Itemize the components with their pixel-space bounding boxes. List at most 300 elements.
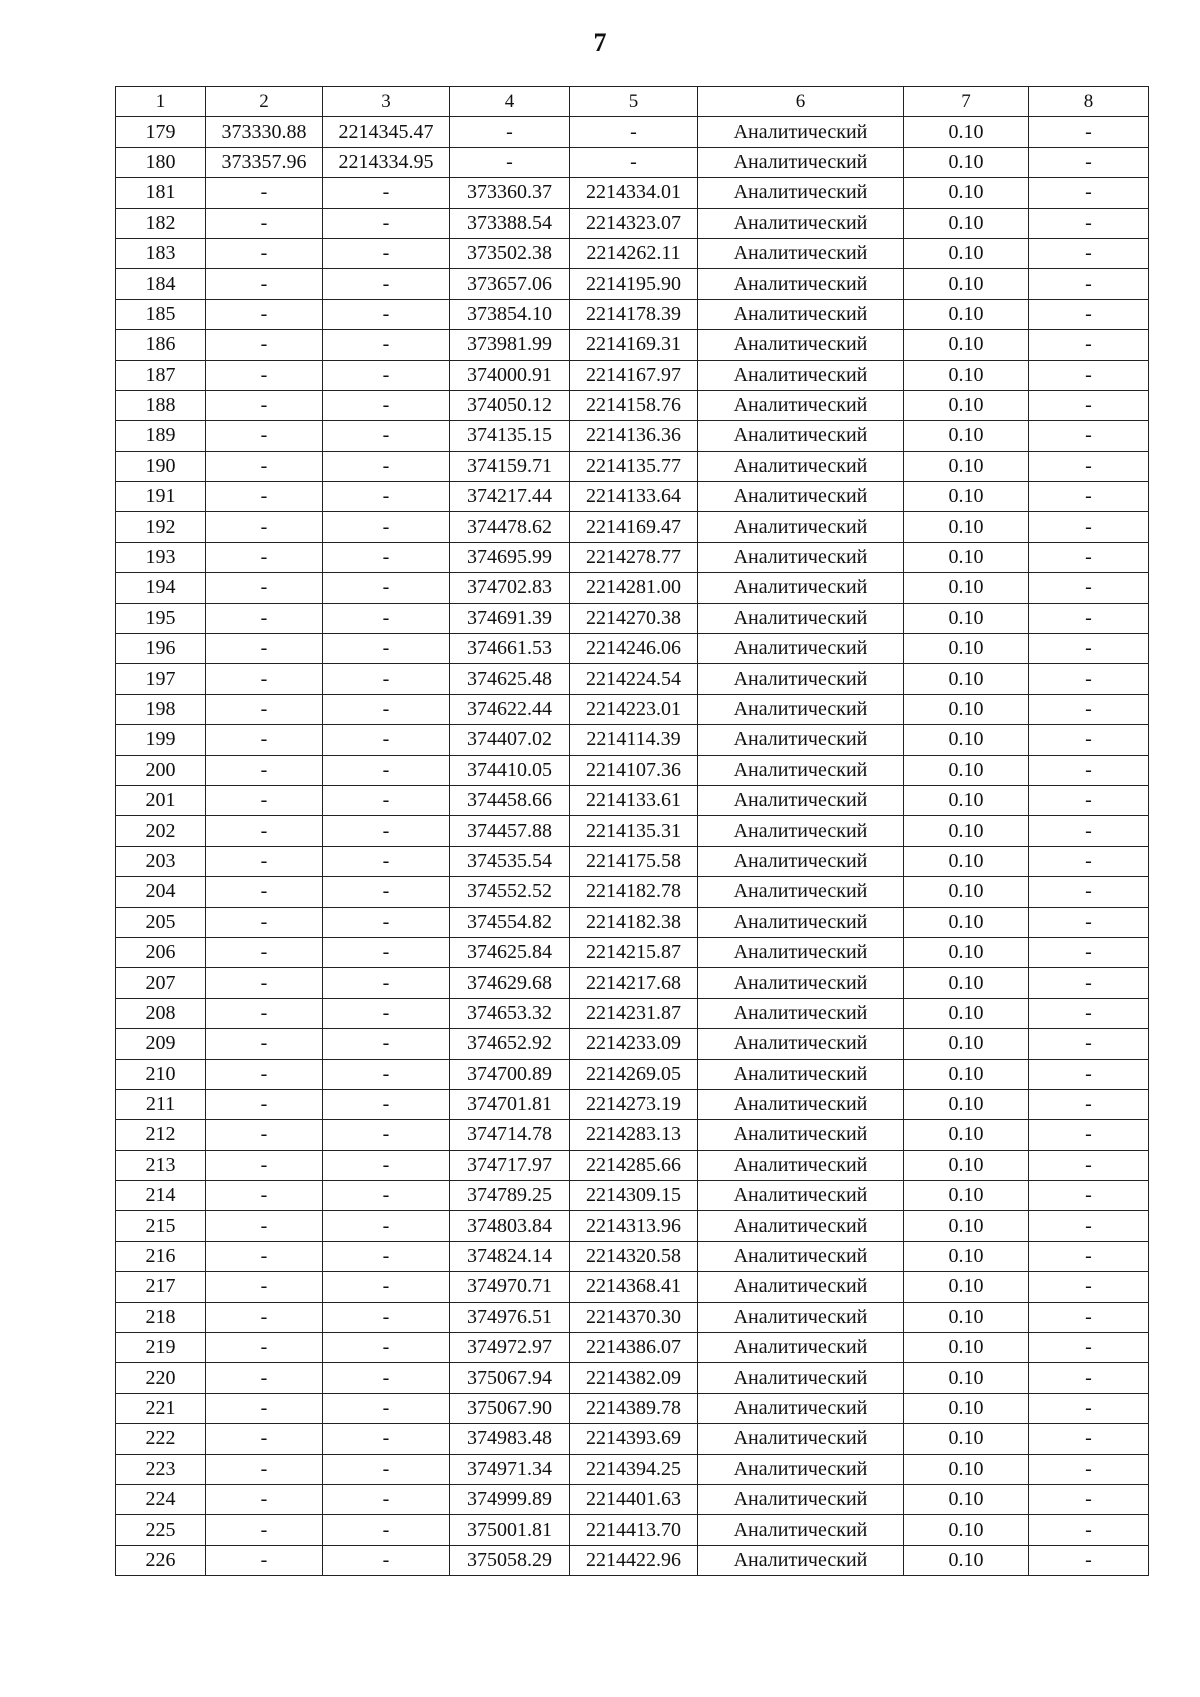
- cell-method: Аналитический: [698, 421, 904, 451]
- cell-y-new: 2214413.70: [570, 1515, 698, 1545]
- cell-method: Аналитический: [698, 360, 904, 390]
- cell-y-old: -: [323, 1393, 450, 1423]
- table-row: [116, 147, 1149, 177]
- cell-y-new: 2214334.01: [570, 178, 698, 208]
- cell-note: -: [1029, 208, 1149, 238]
- cell-point-number: 208: [116, 998, 206, 1028]
- cell-x-new: 374478.62: [450, 512, 570, 542]
- cell-accuracy: 0.10: [904, 664, 1029, 694]
- cell-y-new: 2214382.09: [570, 1363, 698, 1393]
- cell-accuracy: 0.10: [904, 1515, 1029, 1545]
- cell-x-old: -: [206, 1029, 323, 1059]
- cell-note: -: [1029, 907, 1149, 937]
- cell-y-new: 2214394.25: [570, 1454, 698, 1484]
- cell-y-old: -: [323, 360, 450, 390]
- column-header-4: 4: [450, 87, 570, 117]
- cell-y-new: 2214281.00: [570, 573, 698, 603]
- cell-y-old: -: [323, 1333, 450, 1363]
- cell-y-new: 2214223.01: [570, 694, 698, 724]
- cell-y-new: 2214182.78: [570, 877, 698, 907]
- cell-point-number: 181: [116, 178, 206, 208]
- cell-x-new: 373360.37: [450, 178, 570, 208]
- cell-accuracy: 0.10: [904, 573, 1029, 603]
- cell-note: -: [1029, 1484, 1149, 1514]
- cell-x-old: -: [206, 451, 323, 481]
- column-header-6: 6: [698, 87, 904, 117]
- cell-method: Аналитический: [698, 816, 904, 846]
- cell-method: Аналитический: [698, 1363, 904, 1393]
- cell-x-old: -: [206, 421, 323, 451]
- cell-x-old: -: [206, 1059, 323, 1089]
- cell-method: Аналитический: [698, 1545, 904, 1575]
- table-row: [116, 1515, 1149, 1545]
- cell-note: -: [1029, 1089, 1149, 1119]
- cell-accuracy: 0.10: [904, 968, 1029, 998]
- cell-x-old: 373357.96: [206, 147, 323, 177]
- cell-x-new: 374700.89: [450, 1059, 570, 1089]
- table-row: [116, 998, 1149, 1028]
- cell-note: -: [1029, 360, 1149, 390]
- cell-x-new: 374535.54: [450, 846, 570, 876]
- cell-accuracy: 0.10: [904, 785, 1029, 815]
- cell-point-number: 201: [116, 785, 206, 815]
- cell-method: Аналитический: [698, 1333, 904, 1363]
- cell-y-new: 2214386.07: [570, 1333, 698, 1363]
- cell-x-new: 374159.71: [450, 451, 570, 481]
- cell-y-new: 2214233.09: [570, 1029, 698, 1059]
- cell-x-old: -: [206, 573, 323, 603]
- cell-y-old: -: [323, 1089, 450, 1119]
- cell-method: Аналитический: [698, 755, 904, 785]
- cell-accuracy: 0.10: [904, 512, 1029, 542]
- cell-x-old: -: [206, 208, 323, 238]
- column-header-2: 2: [206, 87, 323, 117]
- cell-method: Аналитический: [698, 269, 904, 299]
- cell-y-old: -: [323, 1484, 450, 1514]
- cell-y-new: 2214167.97: [570, 360, 698, 390]
- cell-method: Аналитический: [698, 664, 904, 694]
- cell-method: Аналитический: [698, 1059, 904, 1089]
- cell-accuracy: 0.10: [904, 907, 1029, 937]
- cell-x-old: -: [206, 1454, 323, 1484]
- cell-note: -: [1029, 725, 1149, 755]
- cell-method: Аналитический: [698, 1302, 904, 1332]
- cell-method: Аналитический: [698, 846, 904, 876]
- cell-y-old: -: [323, 390, 450, 420]
- cell-x-new: 375067.94: [450, 1363, 570, 1393]
- cell-point-number: 189: [116, 421, 206, 451]
- cell-note: -: [1029, 390, 1149, 420]
- cell-accuracy: 0.10: [904, 1089, 1029, 1119]
- cell-point-number: 223: [116, 1454, 206, 1484]
- cell-accuracy: 0.10: [904, 998, 1029, 1028]
- table-row: [116, 1424, 1149, 1454]
- cell-x-old: -: [206, 1272, 323, 1302]
- cell-method: Аналитический: [698, 1484, 904, 1514]
- cell-point-number: 226: [116, 1545, 206, 1575]
- cell-y-new: 2214182.38: [570, 907, 698, 937]
- cell-accuracy: 0.10: [904, 1393, 1029, 1423]
- cell-y-old: -: [323, 1424, 450, 1454]
- cell-y-old: -: [323, 998, 450, 1028]
- cell-point-number: 197: [116, 664, 206, 694]
- cell-note: -: [1029, 1302, 1149, 1332]
- cell-method: Аналитический: [698, 178, 904, 208]
- cell-point-number: 186: [116, 330, 206, 360]
- cell-x-old: -: [206, 755, 323, 785]
- cell-point-number: 205: [116, 907, 206, 937]
- cell-accuracy: 0.10: [904, 1424, 1029, 1454]
- cell-y-old: -: [323, 1272, 450, 1302]
- table-row: [116, 1545, 1149, 1575]
- header-row: [116, 87, 1149, 117]
- cell-note: -: [1029, 1120, 1149, 1150]
- table-row: [116, 573, 1149, 603]
- cell-x-old: 373330.88: [206, 117, 323, 147]
- cell-x-new: 374552.52: [450, 877, 570, 907]
- cell-method: Аналитический: [698, 603, 904, 633]
- table-row: [116, 877, 1149, 907]
- cell-point-number: 193: [116, 542, 206, 572]
- cell-x-old: -: [206, 1484, 323, 1514]
- table-row: [116, 1302, 1149, 1332]
- cell-note: -: [1029, 664, 1149, 694]
- cell-y-old: -: [323, 542, 450, 572]
- cell-point-number: 211: [116, 1089, 206, 1119]
- table-row: [116, 238, 1149, 268]
- cell-method: Аналитический: [698, 330, 904, 360]
- cell-y-old: -: [323, 1211, 450, 1241]
- cell-point-number: 225: [116, 1515, 206, 1545]
- cell-x-new: 374824.14: [450, 1241, 570, 1271]
- cell-method: Аналитический: [698, 1211, 904, 1241]
- table-row: [116, 1059, 1149, 1089]
- cell-x-new: 373854.10: [450, 299, 570, 329]
- cell-point-number: 200: [116, 755, 206, 785]
- cell-accuracy: 0.10: [904, 846, 1029, 876]
- cell-method: Аналитический: [698, 1120, 904, 1150]
- table-row: [116, 512, 1149, 542]
- cell-y-new: 2214422.96: [570, 1545, 698, 1575]
- cell-accuracy: 0.10: [904, 1029, 1029, 1059]
- cell-y-new: 2214224.54: [570, 664, 698, 694]
- cell-x-new: 374972.97: [450, 1333, 570, 1363]
- cell-y-old: 2214345.47: [323, 117, 450, 147]
- cell-y-new: 2214231.87: [570, 998, 698, 1028]
- cell-note: -: [1029, 482, 1149, 512]
- cell-method: Аналитический: [698, 937, 904, 967]
- cell-y-old: -: [323, 512, 450, 542]
- cell-x-new: 374000.91: [450, 360, 570, 390]
- cell-accuracy: 0.10: [904, 330, 1029, 360]
- cell-x-new: 374999.89: [450, 1484, 570, 1514]
- cell-x-new: 375058.29: [450, 1545, 570, 1575]
- cell-method: Аналитический: [698, 573, 904, 603]
- cell-x-old: -: [206, 877, 323, 907]
- cell-x-new: 374625.48: [450, 664, 570, 694]
- cell-y-old: -: [323, 937, 450, 967]
- cell-point-number: 204: [116, 877, 206, 907]
- cell-y-new: 2214262.11: [570, 238, 698, 268]
- column-header-5: 5: [570, 87, 698, 117]
- cell-y-old: -: [323, 330, 450, 360]
- cell-method: Аналитический: [698, 299, 904, 329]
- cell-x-new: 374702.83: [450, 573, 570, 603]
- cell-y-old: -: [323, 755, 450, 785]
- cell-y-new: 2214246.06: [570, 634, 698, 664]
- cell-point-number: 214: [116, 1181, 206, 1211]
- table-row: [116, 1454, 1149, 1484]
- cell-note: -: [1029, 299, 1149, 329]
- cell-accuracy: 0.10: [904, 390, 1029, 420]
- table-row: [116, 1333, 1149, 1363]
- cell-y-new: 2214283.13: [570, 1120, 698, 1150]
- cell-point-number: 195: [116, 603, 206, 633]
- cell-x-old: -: [206, 785, 323, 815]
- cell-y-new: 2214393.69: [570, 1424, 698, 1454]
- cell-method: Аналитический: [698, 1029, 904, 1059]
- cell-note: -: [1029, 755, 1149, 785]
- cell-y-old: -: [323, 1059, 450, 1089]
- cell-x-new: 374803.84: [450, 1211, 570, 1241]
- cell-x-old: -: [206, 1211, 323, 1241]
- table-row: [116, 299, 1149, 329]
- cell-x-old: -: [206, 1120, 323, 1150]
- cell-note: -: [1029, 269, 1149, 299]
- cell-y-new: 2214270.38: [570, 603, 698, 633]
- cell-method: Аналитический: [698, 238, 904, 268]
- cell-y-old: -: [323, 1029, 450, 1059]
- cell-accuracy: 0.10: [904, 877, 1029, 907]
- cell-x-old: -: [206, 542, 323, 572]
- cell-x-old: -: [206, 1241, 323, 1271]
- table-row: [116, 1393, 1149, 1423]
- cell-accuracy: 0.10: [904, 1120, 1029, 1150]
- cell-accuracy: 0.10: [904, 937, 1029, 967]
- cell-y-old: -: [323, 1241, 450, 1271]
- cell-y-new: 2214273.19: [570, 1089, 698, 1119]
- cell-note: -: [1029, 330, 1149, 360]
- cell-note: -: [1029, 512, 1149, 542]
- cell-x-new: 374554.82: [450, 907, 570, 937]
- cell-x-old: -: [206, 816, 323, 846]
- cell-y-old: -: [323, 178, 450, 208]
- cell-method: Аналитический: [698, 877, 904, 907]
- cell-method: Аналитический: [698, 998, 904, 1028]
- cell-y-old: -: [323, 877, 450, 907]
- cell-y-new: 2214278.77: [570, 542, 698, 572]
- cell-point-number: 180: [116, 147, 206, 177]
- cell-y-old: -: [323, 1454, 450, 1484]
- cell-y-old: -: [323, 1515, 450, 1545]
- table-row: [116, 816, 1149, 846]
- cell-x-new: 374407.02: [450, 725, 570, 755]
- cell-note: -: [1029, 1150, 1149, 1180]
- cell-method: Аналитический: [698, 390, 904, 420]
- table-row: [116, 390, 1149, 420]
- cell-y-new: 2214136.36: [570, 421, 698, 451]
- cell-x-old: -: [206, 269, 323, 299]
- cell-accuracy: 0.10: [904, 421, 1029, 451]
- cell-point-number: 192: [116, 512, 206, 542]
- table-row: [116, 1211, 1149, 1241]
- cell-note: -: [1029, 1181, 1149, 1211]
- cell-x-old: -: [206, 1150, 323, 1180]
- cell-note: -: [1029, 603, 1149, 633]
- cell-x-new: 374691.39: [450, 603, 570, 633]
- cell-note: -: [1029, 877, 1149, 907]
- cell-method: Аналитический: [698, 1150, 904, 1180]
- cell-y-old: -: [323, 603, 450, 633]
- cell-y-new: 2214135.77: [570, 451, 698, 481]
- cell-accuracy: 0.10: [904, 1545, 1029, 1575]
- cell-point-number: 191: [116, 482, 206, 512]
- cell-accuracy: 0.10: [904, 603, 1029, 633]
- cell-x-old: -: [206, 694, 323, 724]
- cell-x-new: 374625.84: [450, 937, 570, 967]
- cell-point-number: 188: [116, 390, 206, 420]
- cell-note: -: [1029, 1515, 1149, 1545]
- table-row: [116, 785, 1149, 815]
- cell-point-number: 194: [116, 573, 206, 603]
- cell-y-old: -: [323, 907, 450, 937]
- coordinates-table: [115, 86, 1149, 1576]
- cell-method: Аналитический: [698, 634, 904, 664]
- table-row: [116, 1120, 1149, 1150]
- cell-x-old: -: [206, 238, 323, 268]
- cell-note: -: [1029, 1029, 1149, 1059]
- cell-y-old: -: [323, 694, 450, 724]
- cell-point-number: 182: [116, 208, 206, 238]
- cell-method: Аналитический: [698, 117, 904, 147]
- table-row: [116, 1272, 1149, 1302]
- cell-accuracy: 0.10: [904, 208, 1029, 238]
- cell-x-old: -: [206, 1302, 323, 1332]
- cell-accuracy: 0.10: [904, 1363, 1029, 1393]
- cell-point-number: 213: [116, 1150, 206, 1180]
- table-row: [116, 1029, 1149, 1059]
- table-row: [116, 846, 1149, 876]
- cell-accuracy: 0.10: [904, 755, 1029, 785]
- cell-y-old: -: [323, 1545, 450, 1575]
- cell-accuracy: 0.10: [904, 451, 1029, 481]
- cell-note: -: [1029, 421, 1149, 451]
- table-row: [116, 451, 1149, 481]
- cell-x-new: 374135.15: [450, 421, 570, 451]
- cell-x-old: -: [206, 937, 323, 967]
- cell-y-old: -: [323, 421, 450, 451]
- cell-accuracy: 0.10: [904, 1454, 1029, 1484]
- cell-point-number: 224: [116, 1484, 206, 1514]
- cell-note: -: [1029, 634, 1149, 664]
- cell-note: -: [1029, 1059, 1149, 1089]
- cell-accuracy: 0.10: [904, 1302, 1029, 1332]
- cell-note: -: [1029, 542, 1149, 572]
- cell-y-new: 2214313.96: [570, 1211, 698, 1241]
- cell-x-old: -: [206, 1515, 323, 1545]
- cell-y-old: -: [323, 968, 450, 998]
- table-row: [116, 117, 1149, 147]
- cell-y-old: -: [323, 208, 450, 238]
- cell-point-number: 203: [116, 846, 206, 876]
- cell-x-old: -: [206, 178, 323, 208]
- cell-x-new: 374457.88: [450, 816, 570, 846]
- cell-y-old: -: [323, 238, 450, 268]
- table-row: [116, 634, 1149, 664]
- cell-x-old: -: [206, 299, 323, 329]
- cell-note: -: [1029, 1393, 1149, 1423]
- cell-point-number: 202: [116, 816, 206, 846]
- cell-y-new: 2214215.87: [570, 937, 698, 967]
- cell-y-old: -: [323, 451, 450, 481]
- table-row: [116, 208, 1149, 238]
- cell-x-new: 374701.81: [450, 1089, 570, 1119]
- cell-accuracy: 0.10: [904, 178, 1029, 208]
- cell-x-new: 374653.32: [450, 998, 570, 1028]
- cell-x-old: -: [206, 725, 323, 755]
- column-header-7: 7: [904, 87, 1029, 117]
- cell-accuracy: 0.10: [904, 1211, 1029, 1241]
- cell-note: -: [1029, 1424, 1149, 1454]
- cell-x-old: -: [206, 1424, 323, 1454]
- cell-accuracy: 0.10: [904, 1484, 1029, 1514]
- table-row: [116, 482, 1149, 512]
- cell-accuracy: 0.10: [904, 816, 1029, 846]
- cell-point-number: 187: [116, 360, 206, 390]
- cell-accuracy: 0.10: [904, 725, 1029, 755]
- cell-y-old: -: [323, 785, 450, 815]
- cell-y-new: 2214133.64: [570, 482, 698, 512]
- cell-x-new: 373388.54: [450, 208, 570, 238]
- cell-y-new: 2214195.90: [570, 269, 698, 299]
- cell-x-new: 374976.51: [450, 1302, 570, 1332]
- cell-y-new: 2214169.47: [570, 512, 698, 542]
- cell-y-new: 2214320.58: [570, 1241, 698, 1271]
- cell-point-number: 220: [116, 1363, 206, 1393]
- cell-note: -: [1029, 451, 1149, 481]
- cell-x-old: -: [206, 390, 323, 420]
- table-row: [116, 1484, 1149, 1514]
- table-row: [116, 360, 1149, 390]
- cell-y-new: -: [570, 117, 698, 147]
- cell-point-number: 190: [116, 451, 206, 481]
- table-row: [116, 269, 1149, 299]
- cell-x-old: -: [206, 968, 323, 998]
- cell-method: Аналитический: [698, 482, 904, 512]
- cell-x-new: 374717.97: [450, 1150, 570, 1180]
- cell-y-old: -: [323, 1363, 450, 1393]
- cell-accuracy: 0.10: [904, 147, 1029, 177]
- cell-x-old: -: [206, 634, 323, 664]
- cell-x-new: 374629.68: [450, 968, 570, 998]
- cell-y-old: -: [323, 482, 450, 512]
- cell-point-number: 212: [116, 1120, 206, 1150]
- cell-method: Аналитический: [698, 1393, 904, 1423]
- cell-y-old: -: [323, 634, 450, 664]
- cell-x-old: -: [206, 664, 323, 694]
- cell-y-new: 2214169.31: [570, 330, 698, 360]
- cell-y-old: -: [323, 1181, 450, 1211]
- cell-y-new: 2214175.58: [570, 846, 698, 876]
- cell-accuracy: 0.10: [904, 1272, 1029, 1302]
- cell-method: Аналитический: [698, 1272, 904, 1302]
- cell-point-number: 222: [116, 1424, 206, 1454]
- cell-method: Аналитический: [698, 1089, 904, 1119]
- cell-method: Аналитический: [698, 968, 904, 998]
- cell-method: Аналитический: [698, 1454, 904, 1484]
- column-header-1: 1: [116, 87, 206, 117]
- cell-accuracy: 0.10: [904, 117, 1029, 147]
